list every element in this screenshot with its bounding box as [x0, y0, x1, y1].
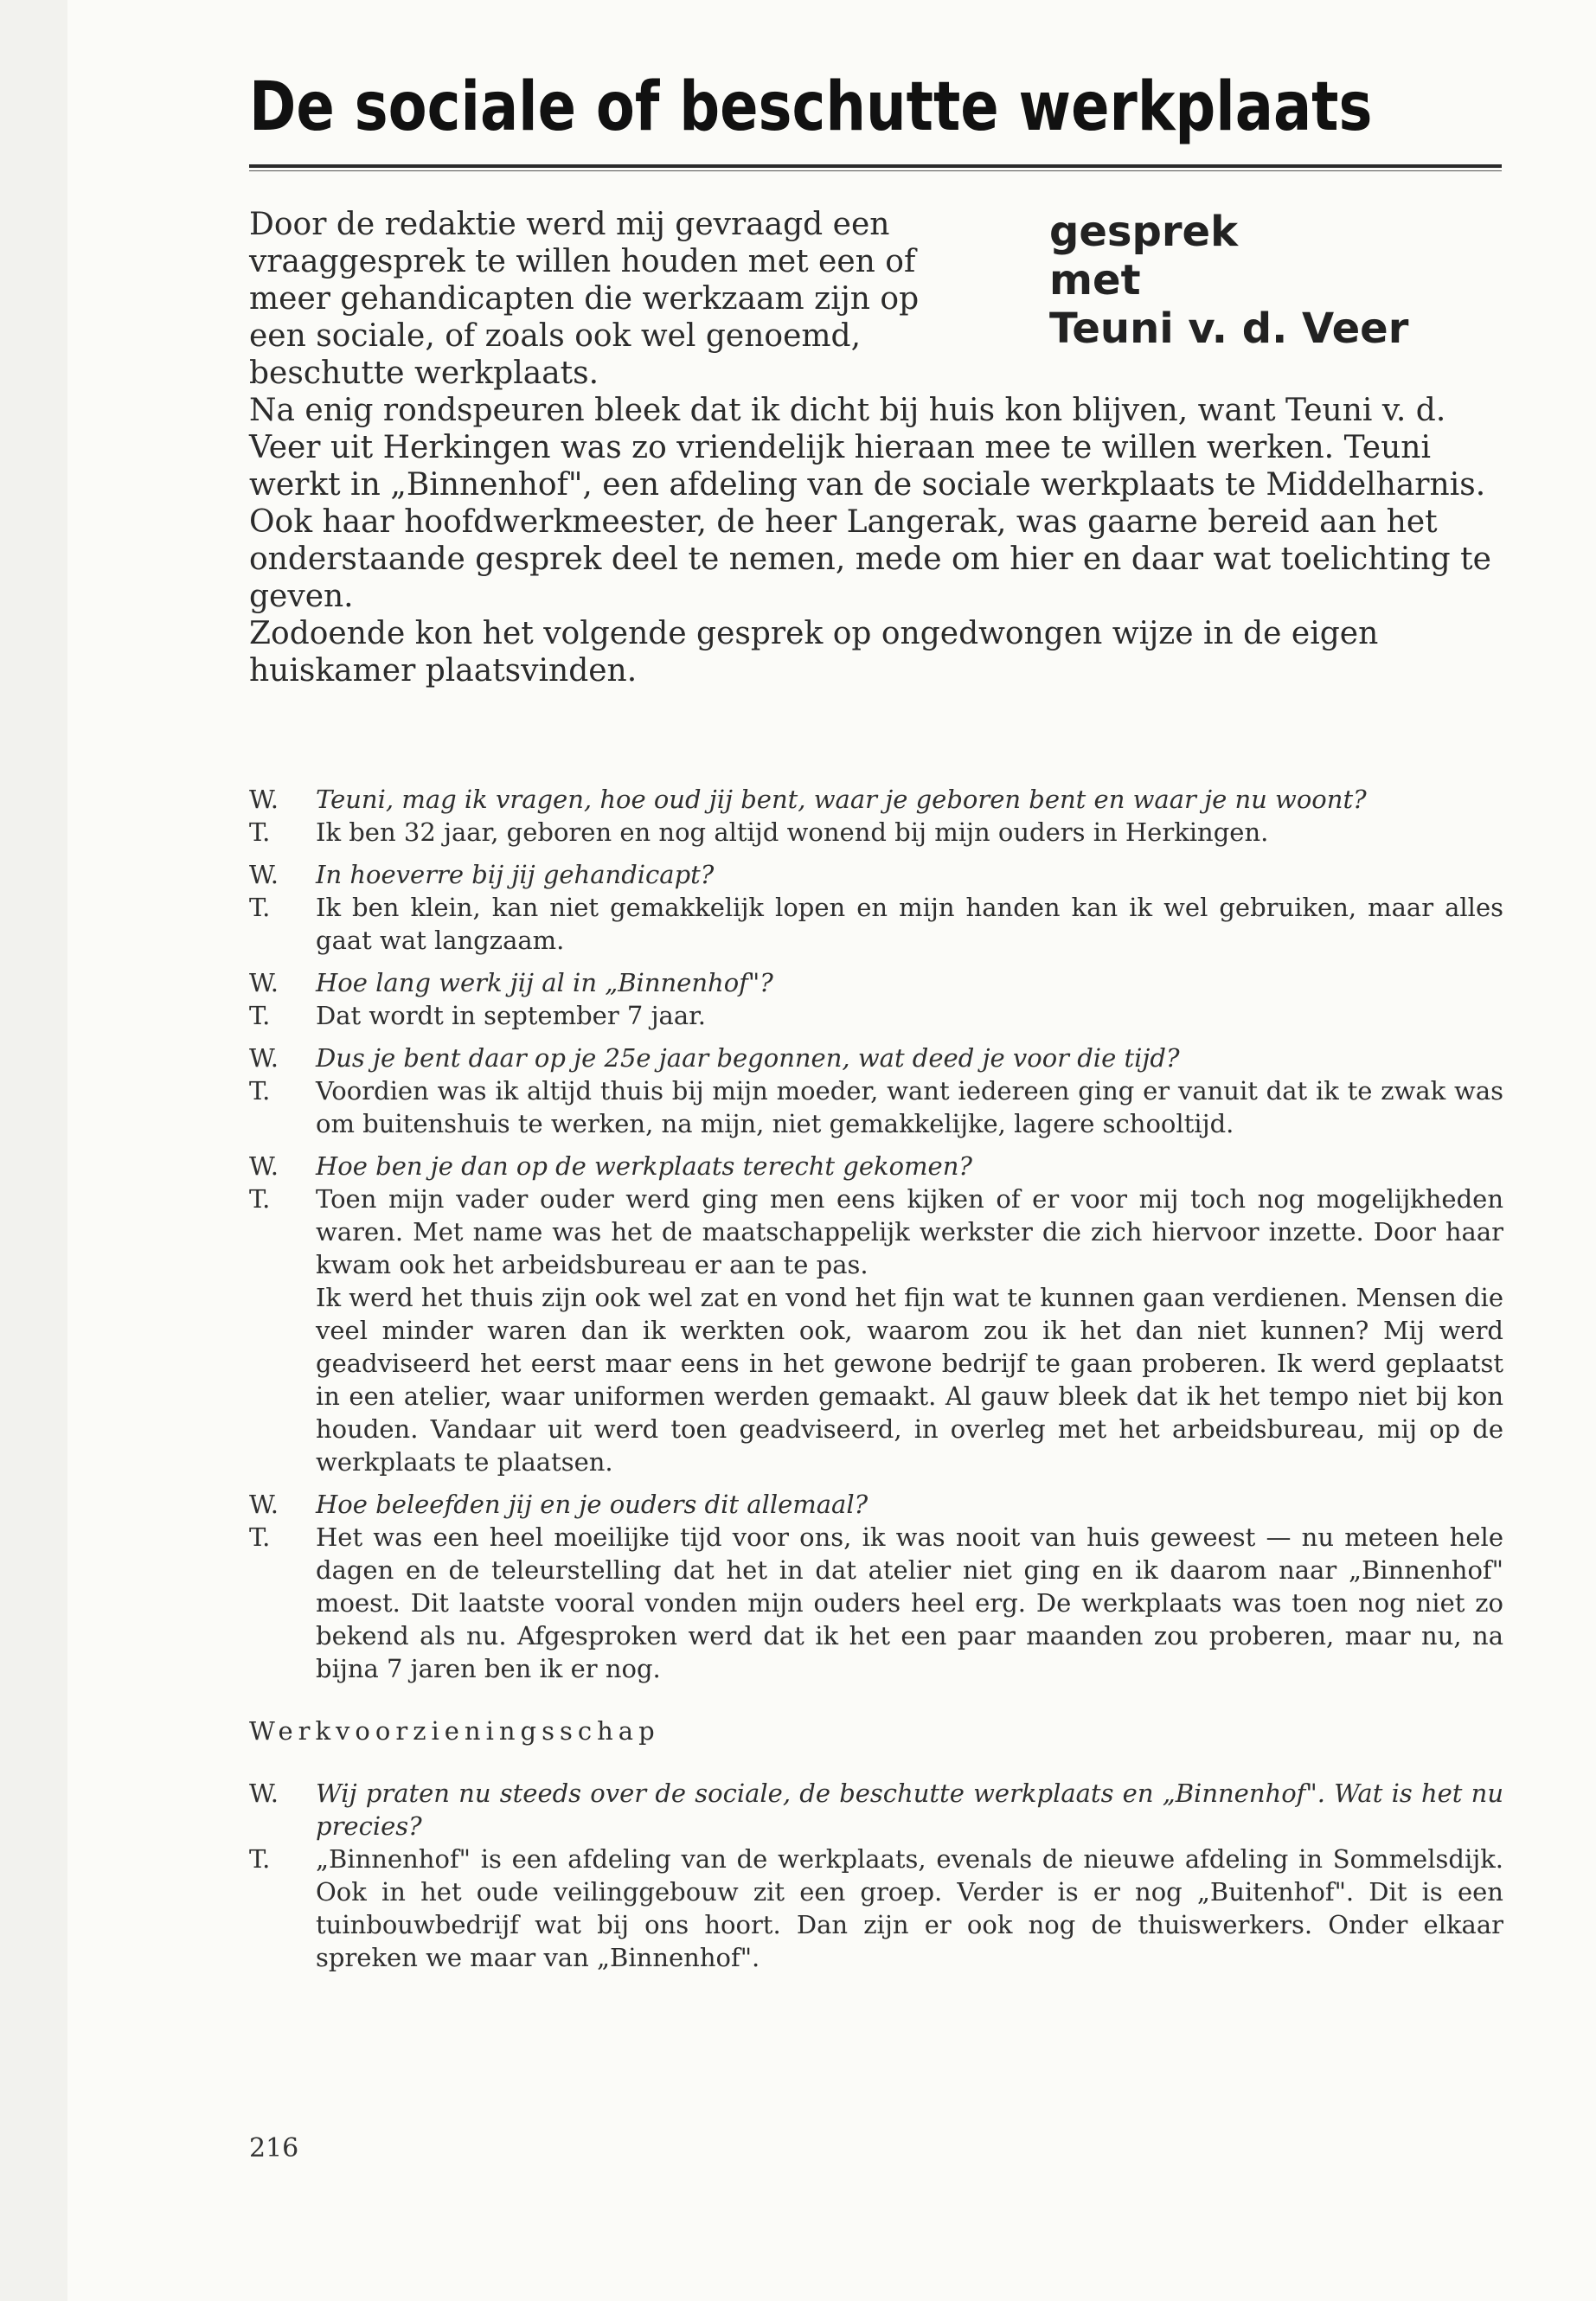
question-text: Hoe lang werk jij al in „Binnenhof"? [316, 968, 773, 997]
answer-text: Het was een heel moeilijke tijd voor ons, ik was nooit van huis geweest — nu meteen hele dagen en de teleurstelling dat het in dat atelier niet ging en ik daarom naar „Binnenhof" moest. Dit laatste vooral vonden mijn ouders heel erg. De werkplaats was toen nog niet zo bekend als nu. Afgesproken werd dat ik het een paar maanden zou proberen, maar nu, na bijna 7 jaren ben ik er nog. [316, 1522, 1503, 1683]
subhead-line: met [1049, 256, 1141, 304]
answer [249, 999, 1503, 1032]
speaker-label: W. [249, 1043, 279, 1073]
question-text: Hoe beleefden jij en je ouders dit allemaal? [316, 1490, 869, 1519]
intro-paragraph: Ook haar hoofdwerkmeester, de heer Langerak, was gaarne bereid aan het onderstaande gesprek deel te nemen, mede om hier en daar wat toelichting te geven. [249, 504, 1491, 614]
page-number: 216 [249, 2133, 299, 2163]
speaker-label: T. [249, 1184, 271, 1214]
question-text: Wij praten nu steeds over de sociale, de beschutte werkplaats en „Binnenhof". Wat is het nu precies? [316, 1779, 1503, 1841]
answer-text: Voordien was ik altijd thuis bij mijn moeder, want iedereen ging er vanuit dat ik te zwak was om buitenshuis te werken, na mijn, niet gemakkelijke, lagere schooltijd. [316, 1076, 1503, 1138]
question [249, 1488, 1503, 1521]
answer [249, 816, 1503, 849]
speaker-label: W. [249, 1490, 279, 1519]
title-rule-thin [249, 170, 1502, 171]
title-rule [249, 164, 1502, 168]
question [249, 783, 1503, 816]
answer-paragraph: Ik werd het thuis zijn ook wel zat en vond het fijn wat te kunnen gaan verdienen. Mensen die veel minder waren dan ik werkten ook, waarom zou ik het dan niet kunnen? Mij werd geadviseerd het eerst maar eens in het gewone bedrijf te gaan proberen. Ik werd geplaatst in een atelier, waar uniformen werden gemaakt. Al gauw bleek dat ik het tempo niet bij kon houden. Vandaar uit werd toen geadviseerd, in overleg met het arbeidsbureau, mij op de werkplaats te plaatsen. [316, 1283, 1503, 1477]
question-text: Teuni, mag ik vragen, hoe oud jij bent, waar je geboren bent en waar je nu woont? [316, 785, 1367, 814]
question-text: Dus je bent daar op je 25e jaar begonnen, wat deed je voor die tijd? [316, 1043, 1180, 1073]
scan-gutter [0, 0, 67, 2301]
answer [249, 1183, 1503, 1478]
question [249, 966, 1503, 999]
section-heading: Werkvoorzieningsschap [249, 1716, 660, 1746]
subhead-line: Teuni v. d. Veer [1049, 304, 1409, 353]
intro-paragraph: Door de redaktie werd mij gevraagd een vraaggesprek te willen houden met een of meer gehandicapten die werkzaam zijn op een sociale, of zoals ook wel genoemd, beschutte werkplaats. [249, 207, 920, 391]
speaker-label: W. [249, 785, 279, 814]
answer-paragraph: Toen mijn vader ouder werd ging men eens kijken of er voor mij toch nog mogelijkheden waren. Met name was het de maatschappelijk werkster die zich hiervoor inzette. Door haar kwam ook het arbeidsbureau er aan te pas. [316, 1184, 1503, 1279]
question [249, 1777, 1503, 1843]
speaker-label: W. [249, 1151, 279, 1181]
answer-text: Ik ben klein, kan niet gemakkelijk lopen en mijn handen kan ik wel gebruiken, maar alles gaat wat langzaam. [316, 893, 1503, 955]
intro-paragraph: Na enig rondspeuren bleek dat ik dicht bij huis kon blijven, want Teuni v. d. Veer uit Herkingen was zo vriendelijk hieraan mee te willen werken. Teuni werkt in „Binnenhof", een afdeling van de sociale werkplaats te Middelharnis. [249, 393, 1486, 503]
speaker-label: T. [249, 817, 271, 847]
question [249, 1042, 1503, 1074]
speaker-label: W. [249, 860, 279, 889]
answer-text: Dat wordt in september 7 jaar. [316, 1001, 707, 1030]
speaker-label: T. [249, 1001, 271, 1030]
question-text: In hoeverre bij jij gehandicapt? [316, 860, 715, 889]
answer-text: Ik ben 32 jaar, geboren en nog altijd wonend bij mijn ouders in Herkingen. [316, 817, 1269, 847]
question-text: Hoe ben je dan op de werkplaats terecht gekomen? [316, 1151, 972, 1181]
speaker-label: W. [249, 968, 279, 997]
speaker-label: T. [249, 893, 271, 922]
article-title: De sociale of beschutte werkplaats [249, 68, 1373, 146]
answer [249, 1521, 1503, 1685]
speaker-label: T. [249, 1076, 271, 1106]
answer-text: „Binnenhof" is een afdeling van de werkplaats, evenals de nieuwe afdeling in Sommelsdijk. Ook in het oude veilinggebouw zit een groep. Verder is er nog „Buitenhof". Dit is een tuinbouwbedrijf wat bij ons hoort. Dan zijn er ook nog de thuiswerkers. Onder elkaar spreken we maar van „Binnenhof". [316, 1844, 1503, 1972]
question [249, 858, 1503, 891]
question [249, 1150, 1503, 1183]
speaker-label: T. [249, 1522, 271, 1552]
intro-text [249, 206, 1502, 689]
subhead-line: gesprek [1049, 208, 1238, 256]
intro-paragraph: Zodoende kon het volgende gesprek op ongedwongen wijze in de eigen huiskamer plaatsvinden. [249, 616, 1379, 689]
answer [249, 1074, 1503, 1140]
interview-dialog [249, 783, 1503, 1974]
answer [249, 891, 1503, 957]
answer [249, 1843, 1503, 1974]
answer-text [316, 1183, 1503, 1478]
speaker-label: W. [249, 1779, 279, 1808]
speaker-label: T. [249, 1844, 271, 1874]
